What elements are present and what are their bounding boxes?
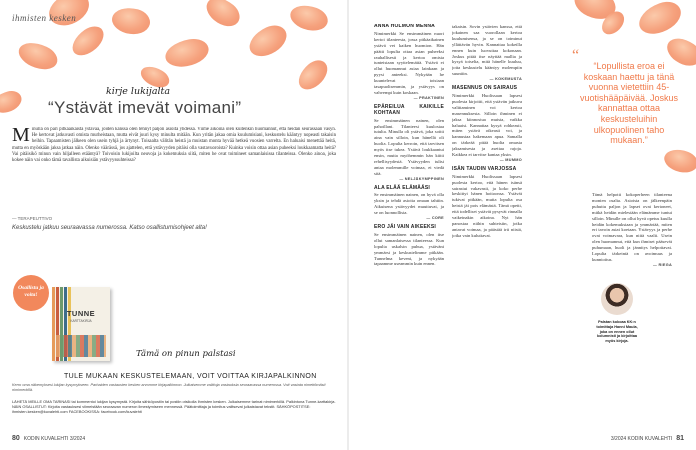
- page-number-left: 80: [12, 435, 20, 442]
- response-text: Se ensimmäinen nainen, on hyvä olla yksin ja tehdä asioita omaan tahtiin. Aikuisena ystävyydet muuttuvat, ja se on luonnollista.: [374, 192, 444, 216]
- promo-description: Kerro oma näkemyksesi lukijan kysymykseen. Parhaiden vastausten kesken arvomme kirjapalkinnon. Julkaisemme valittuja vastauksia seuraavassa numerossa. Voit vastata nimettömästi nimimerkillä.: [12, 383, 326, 392]
- response-signature: — RIEGA: [653, 262, 672, 267]
- response-text: takaisin. Sovin ystävien kanssa, että jokainen saa vuorollaan kertoa kuulumisensa, ja se on toiminut yllättävän hyvin. Kannattaa kokeilla ennen kuin luovuttaa kokonaan. Joskus pitää itse näyttää mallia ja kysyä toiselta, mitä hänelle kuuluu, jotta keskustelu kääntyy molempiin suuntiin.: [452, 24, 522, 77]
- response-heading: ISÄN TAUDIN VARJOSSA: [452, 165, 517, 172]
- pull-quote: “Lopullista eroa ei koskaan haettu ja tänä vuonna vietettiin 45-vuotishääpäivää. Joskus kannattaa ottaa keskusteluihin ulkopuolinen taho mukaan.”: [579, 61, 679, 146]
- response-heading: ERO JÄI VAIN AIKEEKSI: [374, 224, 436, 230]
- petal-decoration: [163, 36, 211, 69]
- portrait-caption: Palstan kokoaa KK:n toimittaja Hanni Maula, joka on ennen ollut kolumnisti ja kirjoittaa myös kirjoja.: [596, 320, 638, 344]
- response-heading: ANNA HÖLMÖN MENNÄ: [374, 24, 435, 29]
- promo-title: Tämä on pinun palstasi: [136, 349, 236, 359]
- response-text: Se ensimmäinen nainen, olen itse ollut samanlaisessa tilanteessa. Kun lopulta uskalsin puhua, ystäväni ymmärsi ja keskustelimme pitkään. Tunnelma keveni, ja nykyään tapaamme useammin kuin ennen.: [374, 231, 444, 267]
- magazine-issue-right: 3/2024 KODIN KUVALEHTI: [610, 436, 673, 442]
- petal-decoration: [67, 22, 109, 61]
- section-heading: ihmisten kesken: [12, 13, 77, 23]
- quote-mark: “: [572, 47, 580, 64]
- footer-right: [611, 435, 684, 442]
- article-title: “Ystävät imevät voimani”: [48, 98, 242, 117]
- response-heading: MASENNUS ON SAIRAUS: [452, 85, 518, 92]
- petal-decoration: [15, 37, 61, 76]
- book-title: TUNNE: [66, 309, 96, 318]
- contest-badge: Osallistu ja voita!: [13, 275, 49, 311]
- petal-decoration: [635, 0, 686, 39]
- drop-cap: M: [12, 127, 30, 146]
- petal-decoration: [293, 56, 333, 95]
- response-signature: — MUMMO: [499, 157, 522, 162]
- letter-signature: — TERAPEUTTIVO: [12, 216, 53, 221]
- reader-letter-text: inulla on pari pitkäaikaista ystävää, joiden kanssa olen tehnyt paljon asioita yhdessä. Viime aikoina olen kuitenkin huomannut, että heidän seurassaan väsyn. He kertovat jatkuvasti omista murheistaan, mutta eivät juuri kysy minulta mitään. Kun yritän jakaa omia kuulumisiani, keskustelu kääntyy nopeasti takaisin heihin. Tapaamisten jälkeen olen usein tyhjä ja ärtynyt. Toisaalta välitän heistä ja muistan monta hyvää hetkeä vuosien varrelta. En haluaisi menettää heitä, mutta en myöskään jaksa jatkaa näin. Olenko väärässä, jos ajattelen, että ystävyyden pitäisi olla vastavuoroista? Kuinka voisin ottaa asian puheeksi loukkaamatta heitä? Vai pitäisikö minun vain hiljalleen etääntyä? Toivoisin lukijoilta neuvoja ja kokemuksia siitä, miten he ovat toimineet samanlaisissa tilanteissa. Olenko ainoa, joka kokee näin vai onko tämä tavallista aikuisiän ystävyyssuhteissa?: [12, 127, 336, 164]
- petal-decoration: [287, 0, 331, 36]
- participation-info: LÄHETÄ MEILLE OMA TARINASI tai kommentoi lukijan kysymystä. Kirjoita sähköpostiin tai postiin otsikolla Ihmisten kesken. Julkaisemme tarinat nimimerkillä. Palkintona Tunne-karttakirja. NÄIN OSALLISTUT: Kirjoita vastauksesi viimeistään seuraavan numeron ilmestymiseen mennessä. Päätoimittaja ja toimitus valitsevat julkaistavat tekstit. SÄHKÖPOSTITSE: ihmisten.kesken@kuvalehti.com FACEBOOKISSA: facebook.com/kuvalehti: [12, 399, 336, 415]
- article-kicker: kirje lukijalta: [106, 86, 171, 97]
- responses-column-3: [592, 192, 672, 282]
- petal-decoration: [661, 145, 696, 177]
- responses-column-2: [452, 24, 522, 428]
- response-signature: — CORE: [426, 216, 444, 221]
- responses-column-1: [374, 24, 444, 428]
- petal-decoration: [244, 21, 291, 61]
- article-tagline: Keskustelu jatkuu seuraavassa numerossa. Katso osallistumisohjeet alta!: [12, 225, 207, 231]
- promo-headline: TULE MUKAAN KESKUSTELEMAAN, VOIT VOITTAA KIRJAPALKINNON: [64, 373, 317, 380]
- response-signature: — KOKEMUSTA: [489, 77, 522, 82]
- book-cover-image: [52, 287, 110, 361]
- reader-letter: [12, 127, 336, 216]
- response-text: Nimimerkki Huolissaan lapsesi puolesta kertoo, että hänen isänsä sairastui vakavasti, ja koko perhe keskittyi hänen hoitoonsa. Ystävät tukivat pitkään, mutta lopulta osa heistä jäi pois elämästä. Tämä opetti, että todelliset ystävät pysyvät rinnalla vaikeinakin aikoina. Nyt hän panostaa niihin suhteisiin, jotka antavat voimaa, ja päästää irti niistä, jotka vain kuluttavat.: [452, 173, 522, 238]
- response-text: Se ensimmäinen nainen, olen pahoillani. Tilanteesi kuulostaa tutulta. Minulla oli ystävä, joka soitti aina vain silloin, kun hänellä oli huolia. Lopulta kerroin, että tarvitsen myös itse tukea. Ystävä loukkaantui ensin, mutta myöhemmin hän kiitti rehellisyydestä. Ystävyyden tulisi antaa molemmille voimaa, ei viedä sitä.: [374, 117, 444, 176]
- magazine-issue-left: KODIN KUVALEHTI 3/2024: [23, 436, 86, 442]
- response-signature: — NELJÄKYMPPINEN: [399, 176, 444, 181]
- book-subtitle: KARTTAKIRJA: [70, 319, 92, 323]
- book-pattern: [56, 335, 106, 357]
- response-signature: — PRAKTINEN: [413, 95, 444, 100]
- response-heading: EPÄREILUA KAIKILLE KOHTAAN: [374, 103, 444, 116]
- response-text: Nimimerkki Se ensimmäinen nuori kertoi tilanteesta, jossa pitkäaikainen ystävä vei kaiken huomion. Hän päätti lopulta ottaa asian puheeksi rauhallisesti ja kertoa omista tunteistaan syyttelemättä. Ystävä ei ollut huomannut asiaa lainkaan ja pyysi anteeksi. Nykyään he kuuntelevat toisiaan tasapuolisemmin, ja ystävyys on vahvempi kuin koskaan.: [374, 30, 444, 95]
- petal-decoration: [109, 4, 152, 39]
- petal-decoration: [0, 88, 24, 115]
- response-text: Tämä helpotti kokoperheen tilanteena monien osalta. Asioista on jälkeenpäin puhuttu paljon ja lapset ovat kertoneet, mitkä heidän mielestään elämämme tuntui silloin. Minulle on ollut hyvä opetus kuulla heidän kokemuksiaan ja ymmärtää, miten eri tavoin asiat koetaan. Ystävyys ja perhe ovat voimavara, kun niitä vaalii. Usein olen huomannut, että kun ihmiset pääsevät puhumaan, huoli ja jännitys helpottavat. Lopulta tärkeintä on avoimuus ja kunnioitus.: [592, 192, 672, 262]
- response-heading: ALA ELÄÄ ELÄMÄÄSI: [374, 184, 430, 191]
- page-number-right: 81: [676, 435, 684, 442]
- petal-decoration: [201, 0, 244, 33]
- footer-left: [12, 435, 85, 442]
- columnist-portrait: [601, 283, 633, 315]
- response-text: Nimimerkki Huolissaan lapsesi puolesta kirjoitti, että ystävän jatkuva valittaminen voi kertoa masennuksesta. Silloin ihminen ei jaksa kiinnostua muista, vaikka haluaisi. Kannattaa kysyä rohkeasti, miten ystävä oikeasti voi, ja kannustaa hakemaan apua. Samalla on tärkeää pitää huolta omasta jaksamisesta ja asettaa rajoja. Kaikkea ei tarvitse kantaa yksin.: [452, 92, 522, 158]
